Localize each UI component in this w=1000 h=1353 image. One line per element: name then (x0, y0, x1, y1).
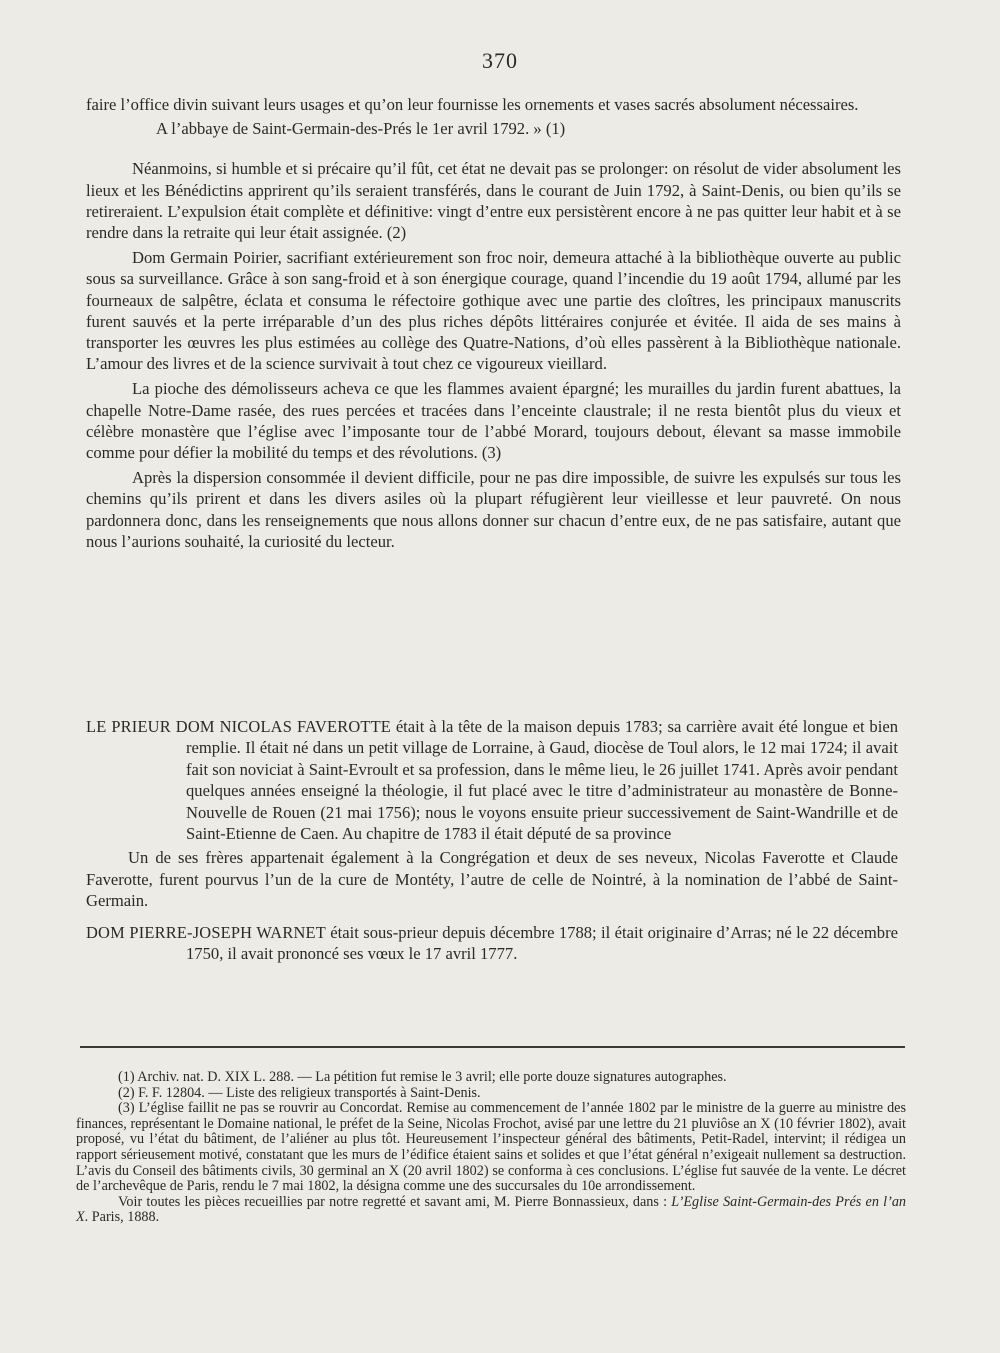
paragraph-1: faire l’office divin suivant leurs usages et qu’on leur fournisse les ornements et vases sacrés absolument nécessaires. (86, 95, 859, 114)
footnotes (76, 1070, 906, 1226)
footnote-rule (80, 1046, 905, 1048)
footnote-3: (3) L’église faillit ne pas se rouvrir au Concordat. Remise au commencement de l’année 1802 par le ministre de la guerre au ministre des finances, représentant le Domaine national, le préfet de la Seine, Nicolas Frochot, avisé par une lettre du 21 pluviôse an X (10 février 1802), avait proposé, vu l’état du bâtiment, de l’aliéner au plus tôt. Heureusement l’inspecteur général des bâtiments, Petit-Radel, intervint; il rédigea un rapport sérieusement motivé, constatant que les murs de l’édifice étaient sains et solides et que l’état général n’exigeait nullement sa destruction. L’avis du Conseil des bâtiments civils, 30 germinal an X (20 avril 1802) se conforma à ces conclusions. L’église fut sauvée de la vente. Le décret de l’archevêque de Paris, rendu le 7 mai 1802, la désigna comme une des succursales du 10e arrondissement. (76, 1100, 906, 1195)
entry-warnet (86, 922, 898, 965)
paragraph-5: La pioche des démolisseurs acheva ce que les flammes avaient épargné; les murailles du jardin furent abattues, la chapelle Notre-Dame rasée, des rues percées et tracées dans l’enceinte claustrale; il ne resta bientôt plus du vieux et célèbre monastère que l’église avec l’imposante tour de l’abbé Morard, toujours debout, élevant sa masse immobile comme pour défier la mobilité du temps et des révolutions. (3) (86, 379, 901, 463)
biography-entries (86, 716, 898, 964)
footnote-1: (1) Archiv. nat. D. XIX L. 288. — La pétition fut remise le 3 avril; elle porte douze signatures autographes. (118, 1069, 727, 1085)
main-text (86, 94, 901, 552)
entry-continuation: Un de ses frères appartenait également à la Congrégation et deux de ses neveux, Nicolas Faverotte et Claude Faverotte, furent pourvus l’un de la cure de Montéty, l’autre de celle de Nointré, à la nomination de l’abbé de Saint-Germain. (86, 848, 898, 911)
entry-faverotte (86, 716, 898, 912)
footnote-source: Voir toutes les pièces recueillies par notre regretté et savant ami, M. Pierre Bonnassieux, dans : L’Eglise Saint-Germain-des Prés en l’an X. Paris, 1888. (76, 1193, 907, 1226)
footnote-2: (2) F. F. 12804. — Liste des religieux transportés à Saint-Denis. (118, 1084, 481, 1101)
paragraph-4: Dom Germain Poirier, sacrifiant extérieurement son froc noir, demeura attaché à la bibliothèque ouverte au public sous sa surveillance. Grâce à son sang-froid et à son énergique courage, quand l’incendie du 19 août 1794, allumé par les fourneaux de salpêtre, éclata et consuma le réfectoire gothique avec une partie des cloîtres, les principaux manuscrits furent sauvés et la perte irréparable d’un des plus riches dépôts littéraires conjurée et évitée. Il aida de ses mains à transporter les œuvres les plus estimées au collège des Quatre-Nations, d’où elles passèrent à la Bibliothèque nationale. L’amour des livres et de la science survivait à tout chez ce vigoureux vieillard. (86, 248, 901, 374)
entry-text: était sous-prieur depuis décembre 1788; il était originaire d’Arras; né le 22 décembre 1750, il avait prononcé ses vœux le 17 avril 1777. (186, 922, 898, 964)
paragraph-6: Après la dispersion consommée il devient difficile, pour ne pas dire impossible, de suivre les expulsés sur tous les chemins qu’ils prirent et dans les divers asiles où la plupart réfugièrent leur vieillesse et leur pauvreté. On nous pardonnera donc, dans les renseignements que nous allons donner sur chacun d’entre eux, de ne pas satisfaire, autant que nous l’aurions souhaité, la curiosité du lecteur. (86, 468, 901, 551)
entry-name: DOM PIERRE-JOSEPH WARNET (86, 922, 326, 942)
letter-signature: A l’abbaye de Saint-Germain-des-Prés le 1er avril 1792. » (1) (156, 119, 566, 139)
page-number: 370 (482, 48, 518, 73)
book-title: L’Eglise Saint-Germain-des Prés en l’an X (76, 1193, 907, 1226)
entry-text: était à la tête de la maison depuis 1783; sa carrière avait été longue et bien remplie. Il était né dans un petit village de Lorraine, à Gaud, diocèse de Toul alors, le 12 mai 1724; il avait fait son noviciat à Saint-Evroult et sa profession, dans le même lieu, le 26 juillet 1741. Après avoir pendant quelques années enseigné la théologie, il fut placé avec le titre d’administrateur au monastère de Bonne-Nouvelle de Rouen (21 mai 1756); nous le voyons ensuite prieur successivement de Saint-Wandrille et de Saint-Etienne de Caen. Au chapitre de 1783 il était député de sa province (186, 717, 898, 844)
entry-name: LE PRIEUR DOM NICOLAS FAVEROTTE (86, 717, 392, 736)
paragraph-3: Néanmoins, si humble et si précaire qu’il fût, cet état ne devait pas se prolonger: on résolut de vider absolument les lieux et les Bénédictins apprirent qu’ils seraient transférés, dans le courant de Juin 1792, à Saint-Denis, ou bien qu’ils se retireraient. L’expulsion était complète et définitive: vingt d’entre eux persistèrent encore à ne pas quitter leur habit et à se rendre dans la retraite qui leur était assignée. (2) (86, 159, 901, 243)
